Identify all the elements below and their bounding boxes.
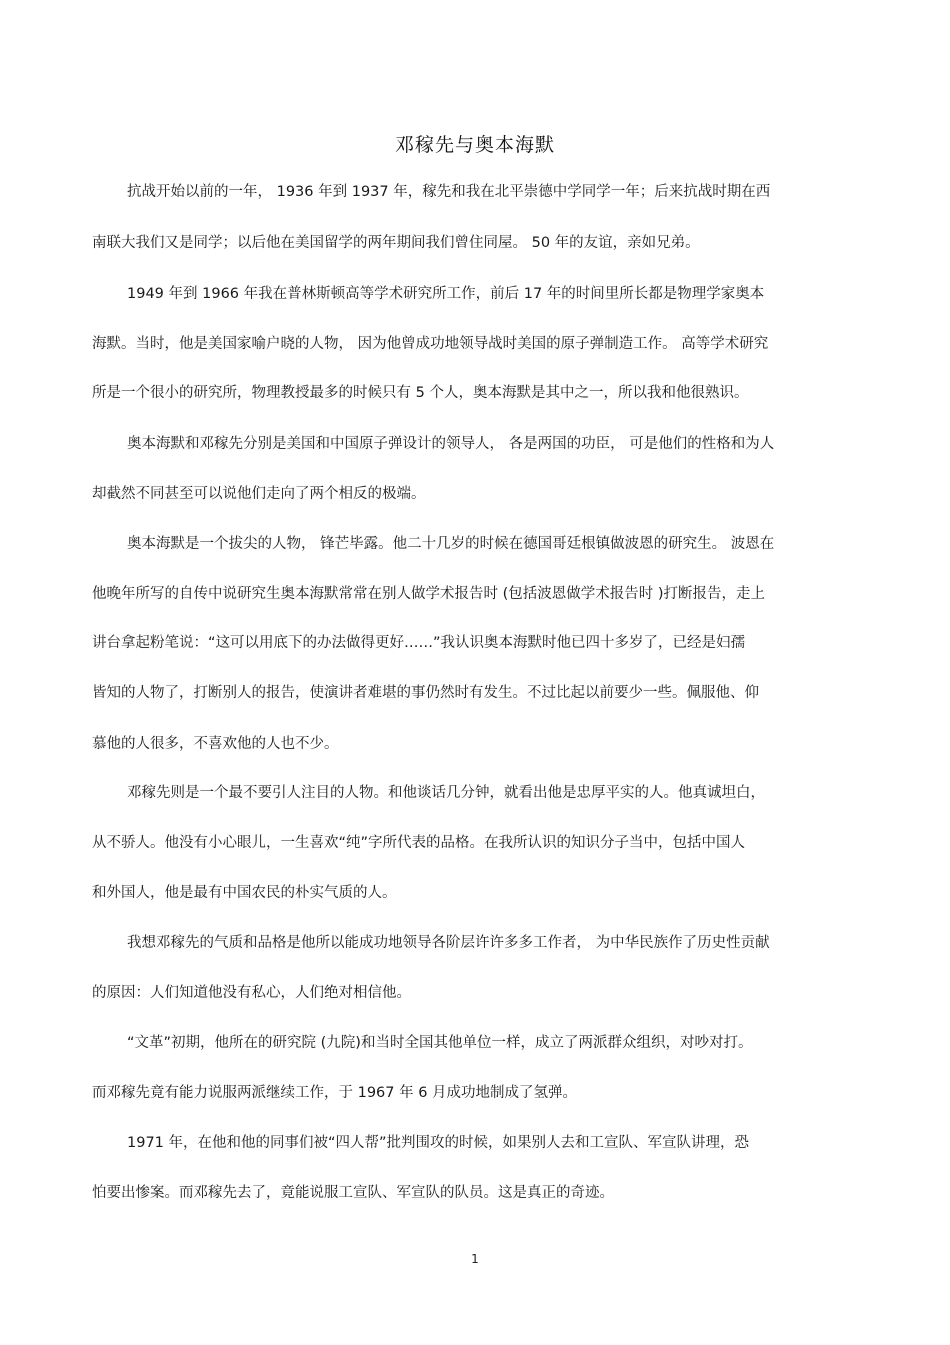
text-line: 怕要出惨案。而邓稼先去了，竟能说服工宣队、军宣队的队员。这是真正的奇迹。 (92, 1185, 614, 1201)
text-line: 抗战开始以前的一年， 1936 年到 1937 年，稼先和我在北平崇德中学同学一年；后来抗战时期在西 (127, 184, 771, 200)
text-line: 邓稼先则是一个最不要引人注目的人物。和他谈话几分钟，就看出他是忠厚平实的人。他真诚坦白， (127, 785, 765, 801)
page-title: 邓稼先与奥本海默 (394, 134, 555, 156)
page-number: 1 (471, 1252, 479, 1266)
text-line: 所是一个很小的研究所，物理教授最多的时候只有 5 个人，奥本海默是其中之一，所以我和他很熟识。 (92, 385, 749, 401)
text-line: 1971 年，在他和他的同事们被“四人帮”批判围攻的时候，如果别人去和工宣队、军宣队讲理，恐 (127, 1135, 750, 1151)
text-line: 南联大我们又是同学；以后他在美国留学的两年期间我们曾住同屋。 50 年的友谊，亲如兄弟。 (92, 235, 700, 251)
text-line: 奥本海默是一个拔尖的人物， 锋芒毕露。他二十几岁的时候在德国哥廷根镇做波恩的研究生。 波恩在 (127, 536, 775, 552)
text-line: 的原因：人们知道他没有私心，人们绝对相信他。 (92, 985, 411, 1001)
text-line: 而邓稼先竟有能力说服两派继续工作，于 1967 年 6 月成功地制成了氢弹。 (92, 1085, 578, 1101)
text-line: 讲台拿起粉笔说：“这可以用底下的办法做得更好……”我认识奥本海默时他已四十多岁了，已经是妇孺 (92, 635, 746, 651)
text-line: 他晚年所写的自传中说研究生奥本海默常常在别人做学术报告时 (包括波恩做学术报告时 )打断报告，走上 (92, 586, 766, 602)
text-line: 海默。当时，他是美国家喻户晓的人物， 因为他曾成功地领导战时美国的原子弹制造工作。 高等学术研究 (92, 336, 769, 352)
text-line: “文革”初期，他所在的研究院 (九院)和当时全国其他单位一样，成立了两派群众组织，对吵对打。 (127, 1035, 753, 1051)
text-line: 奥本海默和邓稼先分别是美国和中国原子弹设计的领导人， 各是两国的功臣， 可是他们的性格和为人 (127, 436, 775, 452)
text-line: 1949 年到 1966 年我在普林斯顿高等学术研究所工作，前后 17 年的时间里所长都是物理学家奥本 (127, 286, 765, 302)
text-line: 从不骄人。他没有小心眼儿，一生喜欢“纯”字所代表的品格。在我所认识的知识分子当中，包括中国人 (92, 835, 746, 851)
text-line: 我想邓稼先的气质和品格是他所以能成功地领导各阶层许许多多工作者， 为中华民族作了历史性贡献 (127, 935, 770, 951)
text-line: 慕他的人很多，不喜欢他的人也不少。 (92, 736, 339, 752)
text-line: 皆知的人物了，打断别人的报告，使演讲者难堪的事仍然时有发生。不过比起以前要少一些。佩服他、仰 (92, 685, 759, 701)
text-line: 却截然不同甚至可以说他们走向了两个相反的极端。 (92, 486, 426, 502)
text-line: 和外国人，他是最有中国农民的朴实气质的人。 (92, 885, 397, 901)
